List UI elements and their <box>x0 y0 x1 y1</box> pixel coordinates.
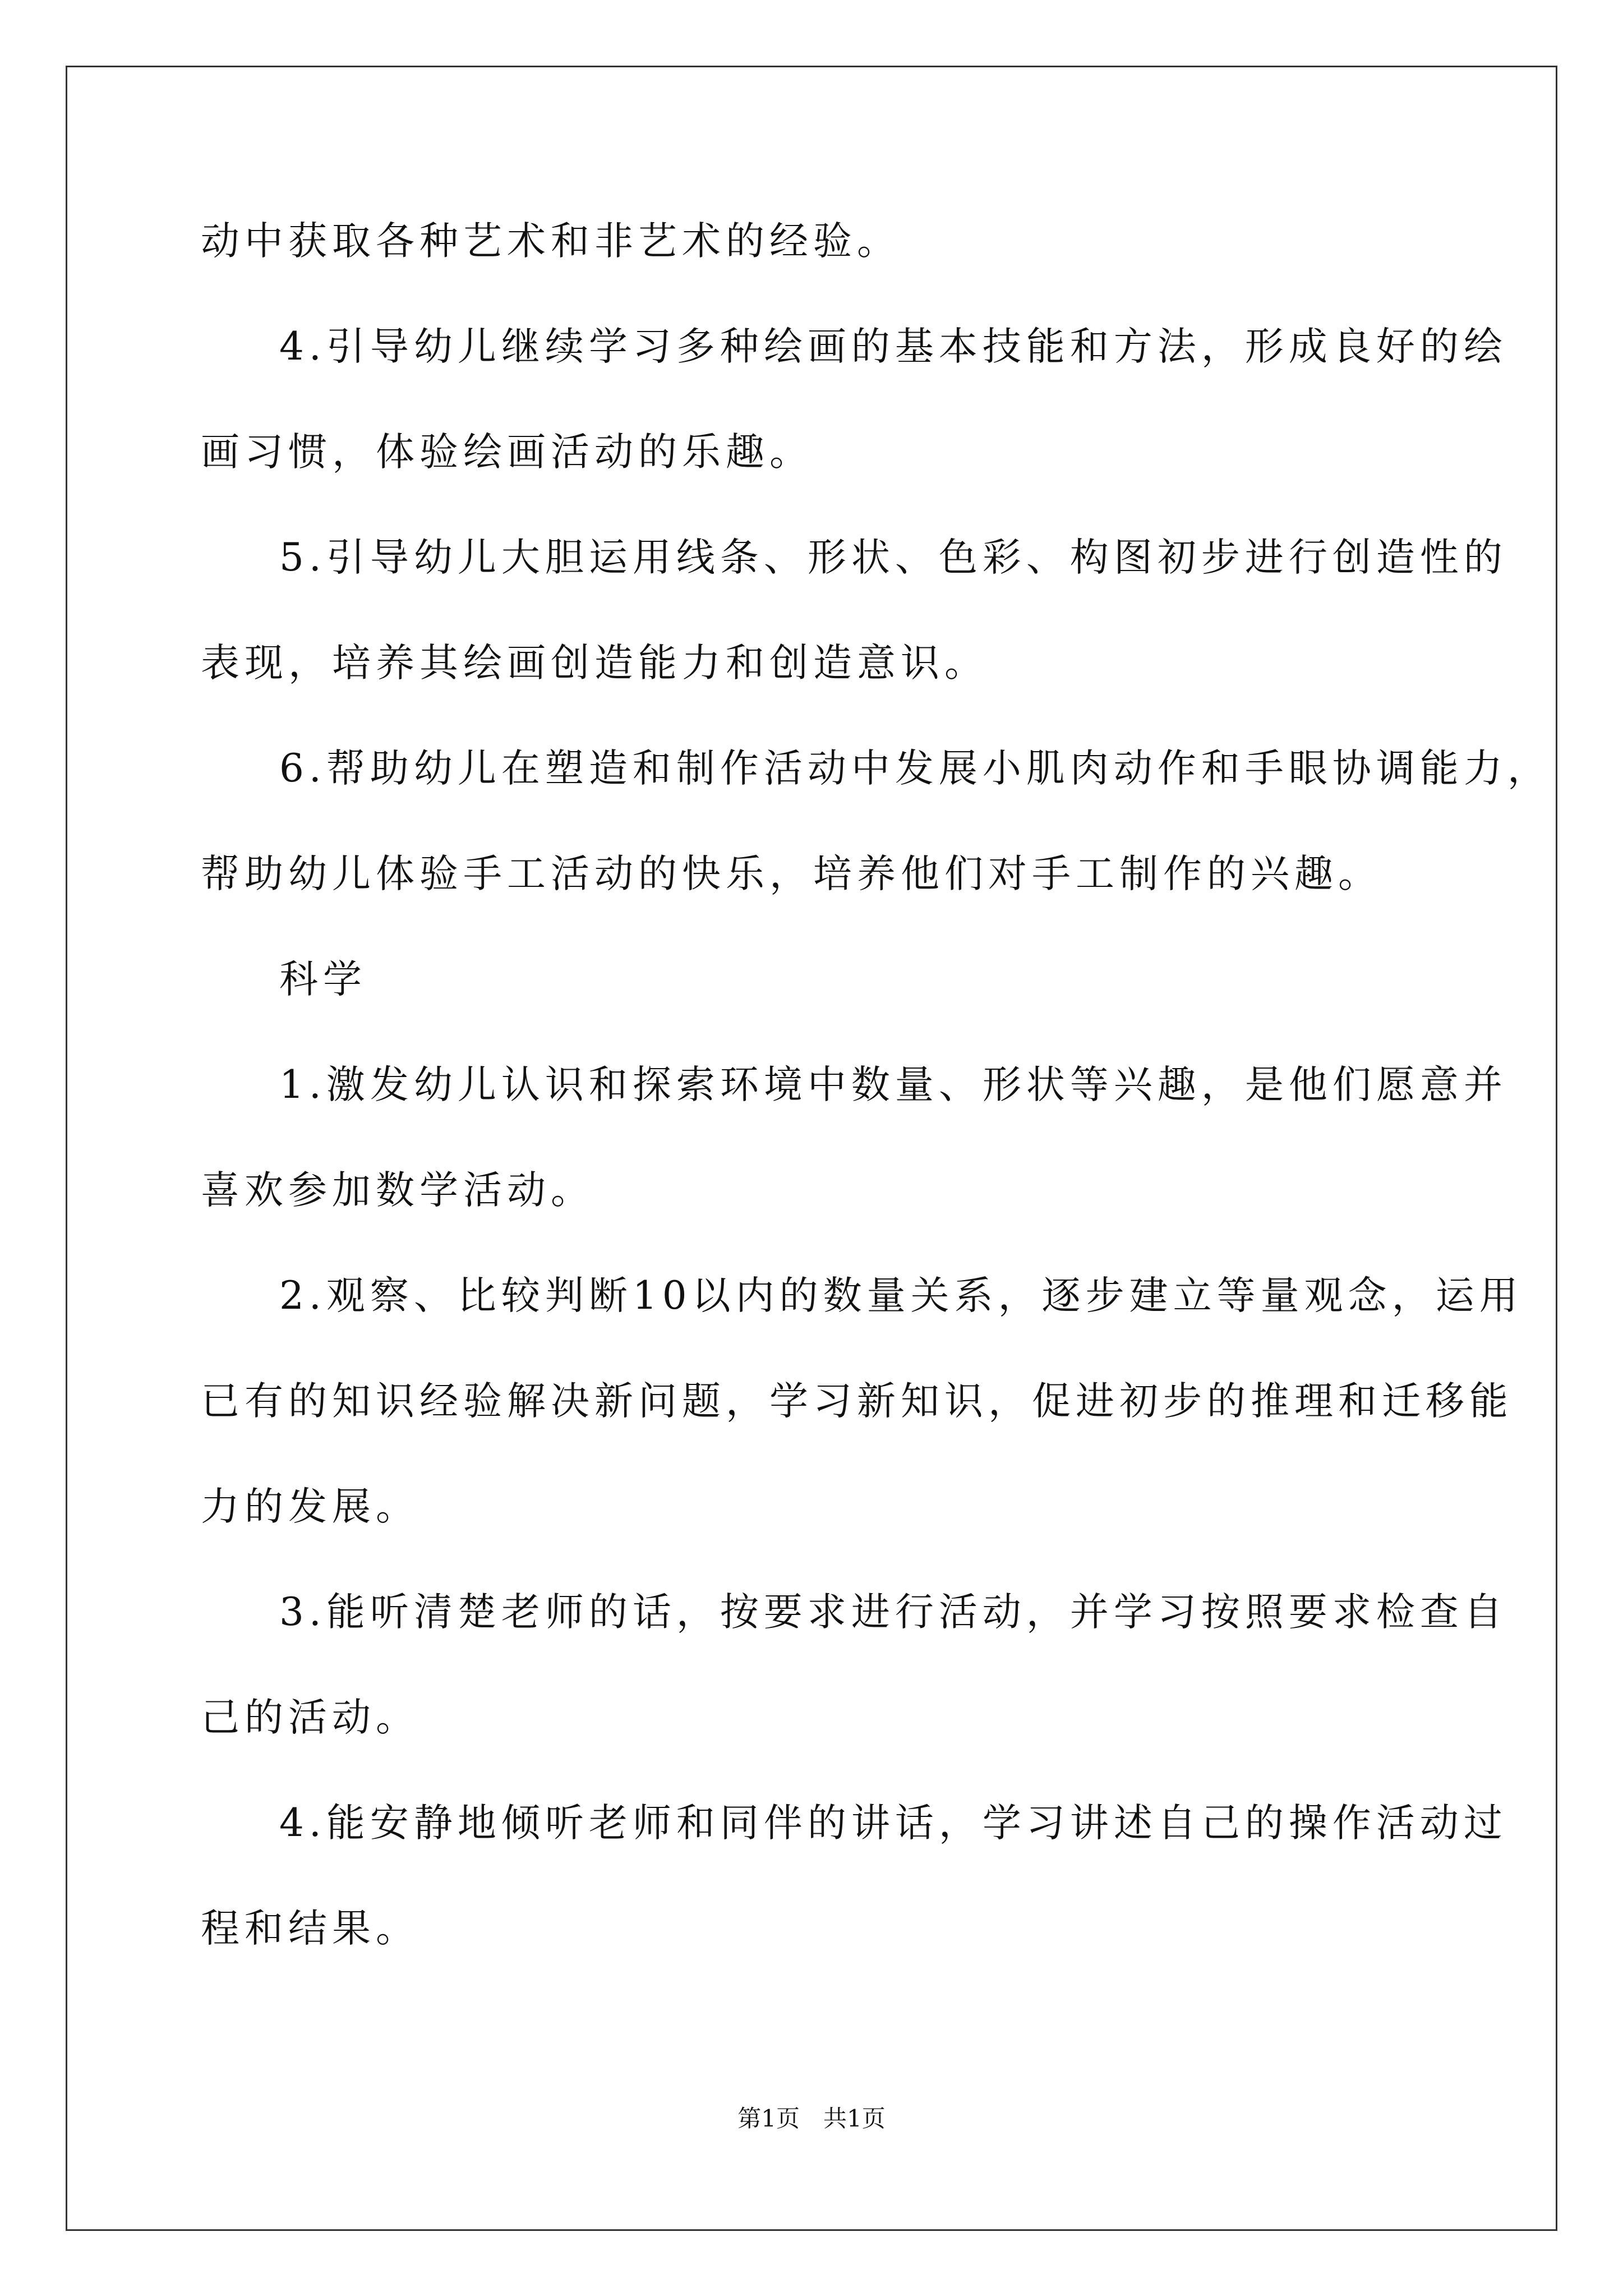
text-line: 已有的知识经验解决新问题，学习新知识，促进初步的推理和迁移能 <box>201 1379 1513 1424</box>
page-number-footer: 第1页 共1页 <box>737 2105 886 2132</box>
text-line: 4.能安静地倾听老师和同伴的讲话，学习讲述自己的操作活动过 <box>279 1801 1507 1846</box>
text-line: 动中获取各种艺术和非艺术的经验。 <box>201 219 901 264</box>
text-line: 表现，培养其绘画创造能力和创造意识。 <box>201 641 988 685</box>
text-line: 4.引导幼儿继续学习多种绘画的基本技能和方法，形成良好的绘 <box>279 324 1507 369</box>
text-line: 1.激发幼儿认识和探索环境中数量、形状等兴趣，是他们愿意并 <box>279 1062 1507 1107</box>
text-line: 6.帮助幼儿在塑造和制作活动中发展小肌肉动作和手眼协调能力， <box>279 746 1551 791</box>
text-line: 2.观察、比较判断10以内的数量关系，逐步建立等量观念，运用 <box>279 1273 1523 1318</box>
text-line: 喜欢参加数学活动。 <box>201 1168 594 1213</box>
text-line: 程和结果。 <box>201 1906 419 1951</box>
text-line: 力的发展。 <box>201 1484 419 1529</box>
text-line: 帮助幼儿体验手工活动的快乐，培养他们对手工制作的兴趣。 <box>201 852 1382 896</box>
text-line: 5.引导幼儿大胆运用线条、形状、色彩、构图初步进行创造性的 <box>279 535 1507 580</box>
section-heading-science: 科学 <box>279 957 367 1002</box>
text-line: 3.能听清楚老师的话，按要求进行活动，并学习按照要求检查自 <box>279 1590 1507 1635</box>
text-line: 画习惯，体验绘画活动的乐趣。 <box>201 430 813 475</box>
text-line: 己的活动。 <box>201 1695 419 1740</box>
